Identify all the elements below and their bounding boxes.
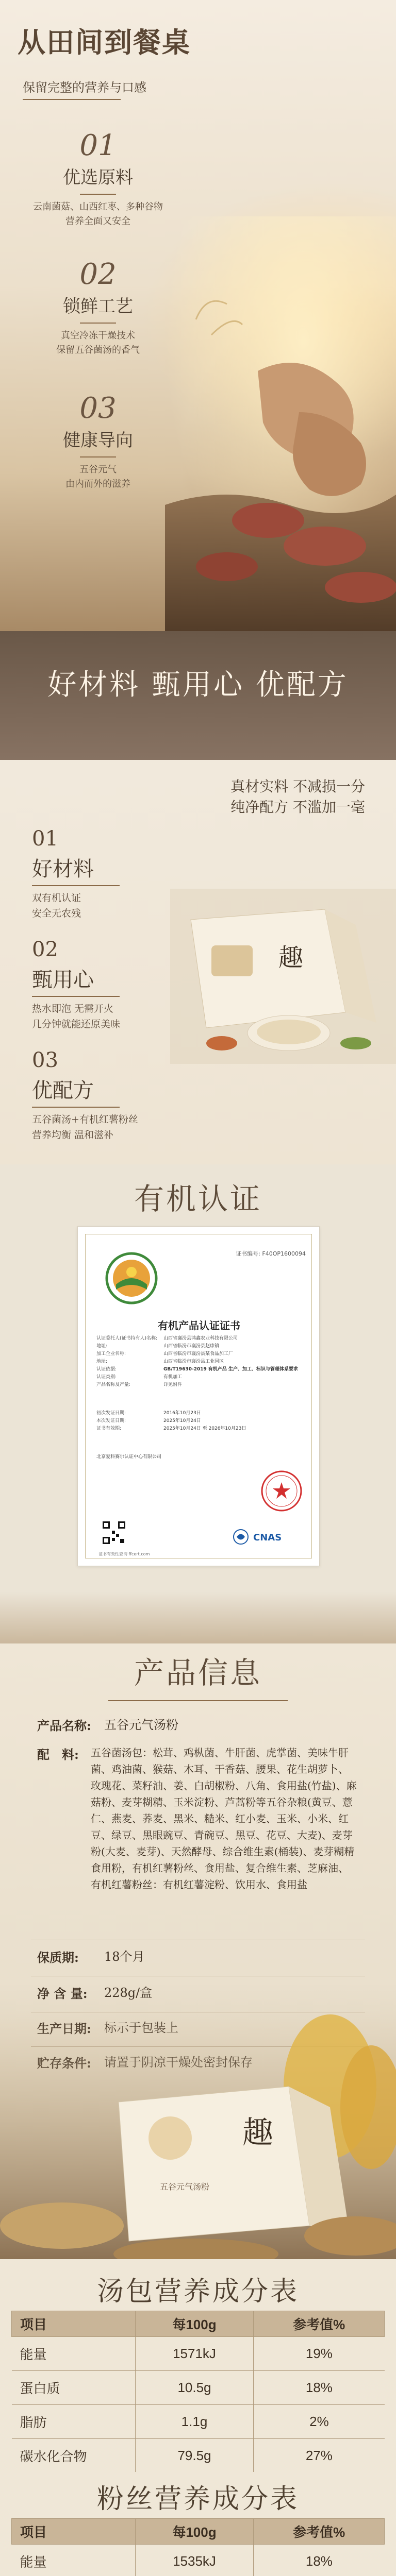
craft-feature xyxy=(32,938,120,1032)
cert-row: 认证依据: GB/T19630-2019 有机产品 生产、加工、标识与管理体系要求 xyxy=(96,1367,299,1372)
certificate-details xyxy=(96,1335,303,1461)
divider xyxy=(32,996,120,997)
craft-tagline: 真材实料 不减损一分 xyxy=(230,778,365,795)
info-row-name: 产品名称: 五谷元气汤粉 xyxy=(37,1718,178,1733)
cert-row: 认证委托人(证书持有人)名称: 山西省襄汾县鸿鑫农业科技有限公司 xyxy=(96,1336,238,1341)
divider xyxy=(23,99,121,100)
feature-number: 02 xyxy=(79,258,117,291)
cnas-accreditation-logo xyxy=(233,1528,305,1546)
package-product-name: 五谷元气汤粉 xyxy=(160,2182,210,2192)
table-row: 脂肪 1.1g 2% xyxy=(12,2405,385,2439)
divider xyxy=(80,323,116,324)
divider xyxy=(32,885,120,886)
cert-issuer: 北京爱科赛尔认证中心有限公司 xyxy=(96,1454,162,1460)
divider xyxy=(80,194,116,195)
feature-title: 锁鲜工艺 xyxy=(63,296,133,317)
feature-desc: 云南菌菇、山西红枣、多种谷物 营养全面又安全 xyxy=(33,201,163,227)
divider xyxy=(32,1107,120,1108)
organic-logo-icon xyxy=(105,1251,158,1305)
cert-row: 地址: 山西省临汾市襄汾县工业园区 xyxy=(96,1359,224,1364)
table-row: 能量 1571kJ 19% xyxy=(12,2337,385,2371)
certificate-footer: 证书有效性查询 ffcert.com xyxy=(98,1552,150,1556)
svg-text:CNAS: CNAS xyxy=(253,1532,282,1543)
organic-certificate xyxy=(77,1226,320,1566)
official-seal-icon xyxy=(259,1469,304,1513)
info-row-shelf-life: 保质期: 18个月 xyxy=(37,1950,145,1965)
cert-row: 加工企业名称: 山西省临汾市襄汾县某食品加工厂 xyxy=(96,1351,234,1357)
craft-feature xyxy=(32,1048,138,1143)
hero-subtitle: 保留完整的营养与口感 xyxy=(23,80,146,95)
divider xyxy=(108,1700,288,1701)
table-row: 蛋白质 10.5g 18% xyxy=(12,2371,385,2405)
certificate-number: 证书编号: F40OP1600094 xyxy=(236,1250,306,1257)
soup-nutrition-heading: 汤包营养成分表 xyxy=(96,2276,299,2307)
feature-number: 02 xyxy=(32,938,58,961)
product-info-section xyxy=(0,1643,396,2259)
product-info-heading: 产品信息 xyxy=(134,1655,262,1690)
hero-feature xyxy=(0,129,196,229)
cert-row: 认证类别: 有机加工 xyxy=(96,1375,183,1380)
table-row: 碳水化合物 79.5g 27% xyxy=(12,2439,385,2472)
background-gradient xyxy=(0,1592,396,1643)
craft-feature xyxy=(32,827,120,921)
feature-number: 03 xyxy=(32,1048,58,1072)
noodle-nutrition-heading: 粉丝营养成分表 xyxy=(96,2484,299,2515)
soup-nutrition-section xyxy=(0,2259,396,2472)
feature-desc: 双有机认证 安全无农残 xyxy=(32,892,81,919)
feature-number: 01 xyxy=(79,129,117,162)
craft-section xyxy=(0,631,396,1164)
cert-row: 初次发证日期: 2016年10月23日 xyxy=(96,1411,201,1416)
certificate-heading: 有机认证 xyxy=(134,1181,262,1216)
divider xyxy=(80,456,116,457)
craft-tagline: 纯净配方 不滥加一毫 xyxy=(230,799,365,816)
cert-row: 本次发证日期: 2025年10月24日 xyxy=(96,1418,201,1423)
product-package-photo xyxy=(170,889,396,1064)
hero-section xyxy=(0,0,396,631)
cert-row: 证书有效期: 2025年10月24日 至 2026年10月23日 xyxy=(96,1426,246,1431)
feature-number: 01 xyxy=(32,827,58,851)
feature-title: 甄用心 xyxy=(32,968,94,992)
feature-desc: 五谷元气 由内而外的滋养 xyxy=(65,464,130,489)
noodle-nutrition-table xyxy=(11,2518,385,2576)
feature-title: 好材料 xyxy=(32,857,94,881)
feature-title: 优配方 xyxy=(32,1079,94,1103)
cert-row: 地址: 山西省临汾市襄汾县赵康镇 xyxy=(96,1344,220,1349)
feature-title: 优选原料 xyxy=(63,167,133,188)
soup-nutrition-table xyxy=(11,2311,385,2472)
feature-desc: 热水即泡 无需开火 几分钟就能还原美味 xyxy=(32,1003,121,1030)
cert-row: 产品名称及产量: 详见附件 xyxy=(96,1382,183,1387)
feature-desc: 真空冷冻干燥技术 保留五谷菌汤的香气 xyxy=(56,330,140,355)
feature-desc: 五谷菌汤+有机红薯粉丝 营养均衡 温和滋补 xyxy=(32,1114,138,1141)
feature-number: 03 xyxy=(79,392,117,425)
hero-title: 从田间到餐桌 xyxy=(18,26,191,59)
table-header: 项目 每100g 参考值% xyxy=(12,2311,385,2337)
table-row: 能量 1535kJ 18% xyxy=(12,2545,385,2576)
info-row-ingredients: 配 料: 五谷菌汤包：松茸、鸡枞菌、牛肝菌、虎掌菌、美味牛肝菌、鸡油菌、猴菇、木耳、干香菇、腰果、花生胡萝卜、玫瑰花、菜籽油、姜、白胡椒粉、八角、食用盐(竹盐)、麻菇粉、麦芽糊精、玉米淀粉、芦蒿粉等五谷杂粮(黄豆、薏仁、燕麦、荞麦、黑米、糙米、红小麦、玉米、小米、红豆、绿豆、黑眼豌豆、青碗豆、黑豆、花豆、大麦)、麦芽粉(大麦、麦芽)、天然酵母、综合维生素(桶装)、麦芽糊精食用粉，有机红薯粉丝、食用盐、复合维生素、芝麻油、有机红薯粉丝：有机红薯淀粉、饮用水、食用盐 xyxy=(37,1747,357,1891)
table-header: 项目 每100g 参考值% xyxy=(12,2519,385,2545)
certificate-section xyxy=(0,1164,396,1643)
craft-title: 好材料 甄用心 优配方 xyxy=(47,668,349,702)
product-grain-scene-image xyxy=(0,1984,396,2259)
harvest-hands-image xyxy=(165,216,396,631)
feature-title: 健康导向 xyxy=(63,430,133,451)
package-brand-text: 趣 xyxy=(242,2115,273,2151)
noodle-nutrition-section xyxy=(0,2472,396,2576)
certificate-name: 有机产品认证证书 xyxy=(158,1319,240,1332)
qr-code-icon xyxy=(102,1520,126,1545)
package-brand-text: 趣 xyxy=(278,943,304,972)
